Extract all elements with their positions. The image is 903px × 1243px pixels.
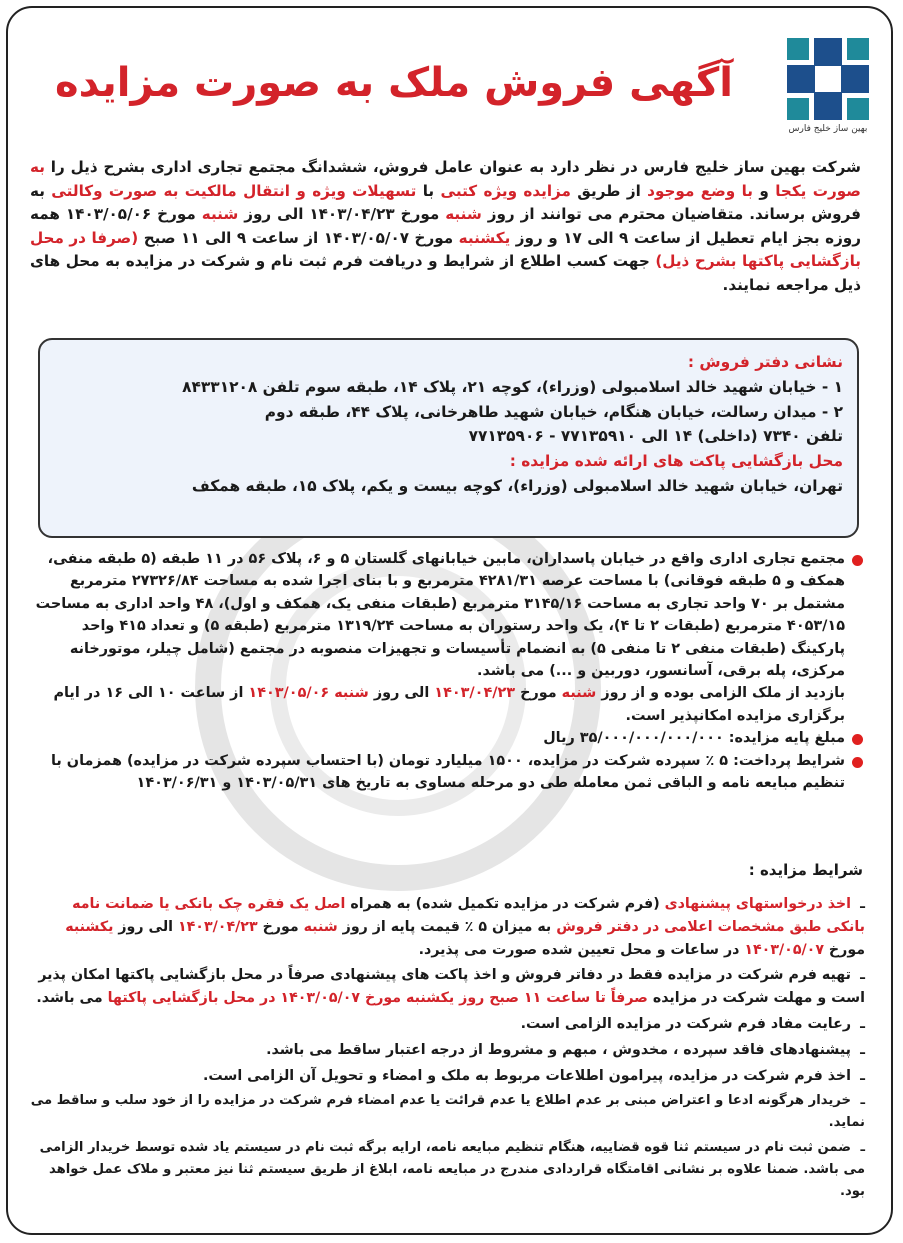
bullet-icon	[852, 757, 863, 768]
address-line: ۲ - میدان رسالت، خیابان هنگام، خیابان شهید طاهرخانی، پلاک ۴۴، طبقه دوم	[264, 402, 843, 421]
list-item: ـاخذ درخواستهای پیشنهادی (فرم شرکت در مزایده تکمیل شده) به همراه اصل یک فقره چک بانکی یا ضمانت نامه بانکی طبق مشخصات اعلامی در دفتر فروش به میزان ۵ ٪ قیمت پایه از روز شنبه مورخ ۱۴۰۳/۰۴/۲۳ الی روز یکشنبه مورخ ۱۴۰۳/۰۵/۰۷ در ساعات و محل تعیین شده صورت می پذیرد.	[65, 896, 865, 958]
list-item: مجتمع تجاری اداری واقع در خیابان پاسداران، مابین خیابانهای گلستان ۵ و ۶، پلاک ۵۶ در ۱۱ طبقه (۵ طبقه منفی، همکف و ۵ طبقه فوقانی) با مساحت عرصه ۴۲۸۱/۳۱ مترمربع و با بنای اجرا شده به مساحت ۲۷۳۲۶/۸۴ مترمربع مشتمل بر ۷۰ واحد تجاری به مساحت ۳۱۴۵/۱۶ مترمربع (طبقات منفی یک، همکف و اول)، ۴۸ واحد اداری به مساحت ۴۰۵۳/۱۵ مترمربع (طبقات ۲ تا ۴)، یک واحد رستوران به مساحت ۱۳۱۹/۲۴ مترمربع (طبقه ۵) و تعداد ۴۱۵ واحد پارکینگ (طبقات منفی ۲ تا منفی ۵) به انضمام تأسیسات و تجهیزات منصوبه در مجتمع (شامل چیلر، موتورخانه مرکزی، پله برقی، آسانسور، دوربین و ...) می باشد. بازدید از ملک الزامی بوده و از روز شنبه مورخ ۱۴۰۳/۰۴/۲۳ الی روز شنبه ۱۴۰۳/۰۵/۰۶ از ساعت ۱۰ الی ۱۶ در ایام برگزاری مزایده امکانپذیر است.	[30, 548, 863, 727]
base-price: مبلغ پایه مزایده: ۳۵/۰۰۰/۰۰۰/۰۰۰/۰۰۰ ریال	[543, 730, 845, 747]
sales-office-heading: نشانی دفتر فروش :	[687, 353, 843, 371]
property-details	[30, 548, 863, 794]
list-item	[30, 750, 863, 795]
address-line: تهران، خیابان شهید خالد اسلامبولی (وزراء)، کوچه بیست و یکم، پلاک ۱۵، طبقه همکف	[191, 476, 843, 495]
bullet-icon	[852, 555, 863, 566]
company-logo	[783, 38, 873, 134]
payment-terms: شرایط پرداخت: ۵ ٪ سپرده شرکت در مزایده، ۱۵۰۰ میلیارد تومان (با احتساب سپرده شرکت در مزایده) همزمان با تنظیم مبایعه نامه و الباقی ثمن معامله طی دو مرحله مساوی به تاریخ های ۱۴۰۳/۰۵/۳۱ و ۱۴۰۳/۰۶/۳۱	[50, 752, 845, 792]
logo-caption: بهین ساز خلیج فارس	[788, 124, 868, 134]
address-line: ۱ - خیابان شهید خالد اسلامبولی (وزراء)، کوچه ۲۱، پلاک ۱۴، طبقه سوم تلفن ۸۴۳۳۱۲۰۸	[182, 377, 843, 396]
page-title: آگهی فروش ملک به صورت مزایده	[55, 60, 733, 106]
visit-note: بازدید از ملک الزامی بوده و از روز شنبه مورخ ۱۴۰۳/۰۴/۲۳ الی روز شنبه ۱۴۰۳/۰۵/۰۶ از ساعت ۱۰ الی ۱۶ در ایام برگزاری مزایده امکانپذیر است.	[53, 685, 845, 724]
list-item	[30, 727, 863, 749]
address-box	[38, 338, 859, 538]
logo-icon	[787, 38, 869, 120]
conditions-title: شرایط مزایده :	[748, 861, 863, 879]
bullet-icon	[852, 734, 863, 745]
list-item: ـخریدار هرگونه ادعا و اعتراض مبنی بر عدم اطلاع یا عدم قرائت یا عدم امضاء فرم شرکت در مزایده را از خود سلب و ساقط می نماید.	[30, 1093, 865, 1131]
header	[28, 38, 873, 148]
list-item: ـپیشنهادهای فاقد سپرده ، مخدوش ، مبهم و مشروط از درجه اعتبار ساقط می باشد.	[266, 1041, 865, 1058]
list-item: ـتهیه فرم شرکت در مزایده فقط در دفاتر فروش و اخذ پاکت های پیشنهادی صرفاً در محل بازگشایی پاکتها امکان پذیر است و مهلت شرکت در مزایده صرفاً تا ساعت ۱۱ صبح روز یکشنبه مورخ ۱۴۰۳/۰۵/۰۷ در محل بازگشایی پاکتها می باشد.	[36, 967, 865, 1007]
list-item: ـرعایت مفاد فرم شرکت در مزایده الزامی است.	[520, 1015, 865, 1032]
phone-line: تلفن ۷۳۴۰ (داخلی) ۱۴ الی ۷۷۱۳۵۹۱۰ - ۷۷۱۳۵۹۰۶	[468, 427, 843, 446]
intro-paragraph: شرکت بهین ساز خلیج فارس در نظر دارد به عنوان عامل فروش، ششدانگ مجتمع تجاری اداری بشرح ذیل را به صورت یکجا و با وضع موجود از طریق مزایده ویژه کتبی با تسهیلات ویژه و انتقال مالکیت به صورت وکالتی به فروش برساند. متقاضیان محترم می توانند از روز شنبه مورخ ۱۴۰۳/۰۴/۲۳ الی روز شنبه مورخ ۱۴۰۳/۰۵/۰۶ همه روزه بجز ایام تعطیل از ساعت ۹ الی ۱۷ و روز یکشنبه مورخ ۱۴۰۳/۰۵/۰۷ از ساعت ۹ الی ۱۱ صبح (صرفا در محل بازگشایی پاکتها بشرح ذیل) جهت کسب اطلاع از شرایط و دریافت فرم ثبت نام و شرکت در مزایده به محل های ذیل مراجعه نمایند.	[30, 158, 862, 294]
page-frame	[6, 6, 893, 1235]
conditions-list	[30, 893, 865, 1206]
list-item: ـاخذ فرم شرکت در مزایده، پیرامون اطلاعات مربوط به ملک و امضاء و تحویل آن الزامی است.	[202, 1067, 865, 1084]
list-item: ـضمن ثبت نام در سیستم ثنا قوه قضاییه، هنگام تنظیم مبایعه نامه، ارایه برگه ثبت نام در سیستم یاد شده توسط خریدار الزامی می باشد. ضمنا علاوه بر نشانی اقامتگاه قراردادی مندرج در مبایعه نامه، ابلاغ از طریق سیستم ثنا نیز معتبر و ملاک عمل خواهد بود.	[39, 1140, 865, 1200]
opening-location-heading: محل بازگشایی پاکت های ارائه شده مزایده :	[509, 452, 843, 471]
